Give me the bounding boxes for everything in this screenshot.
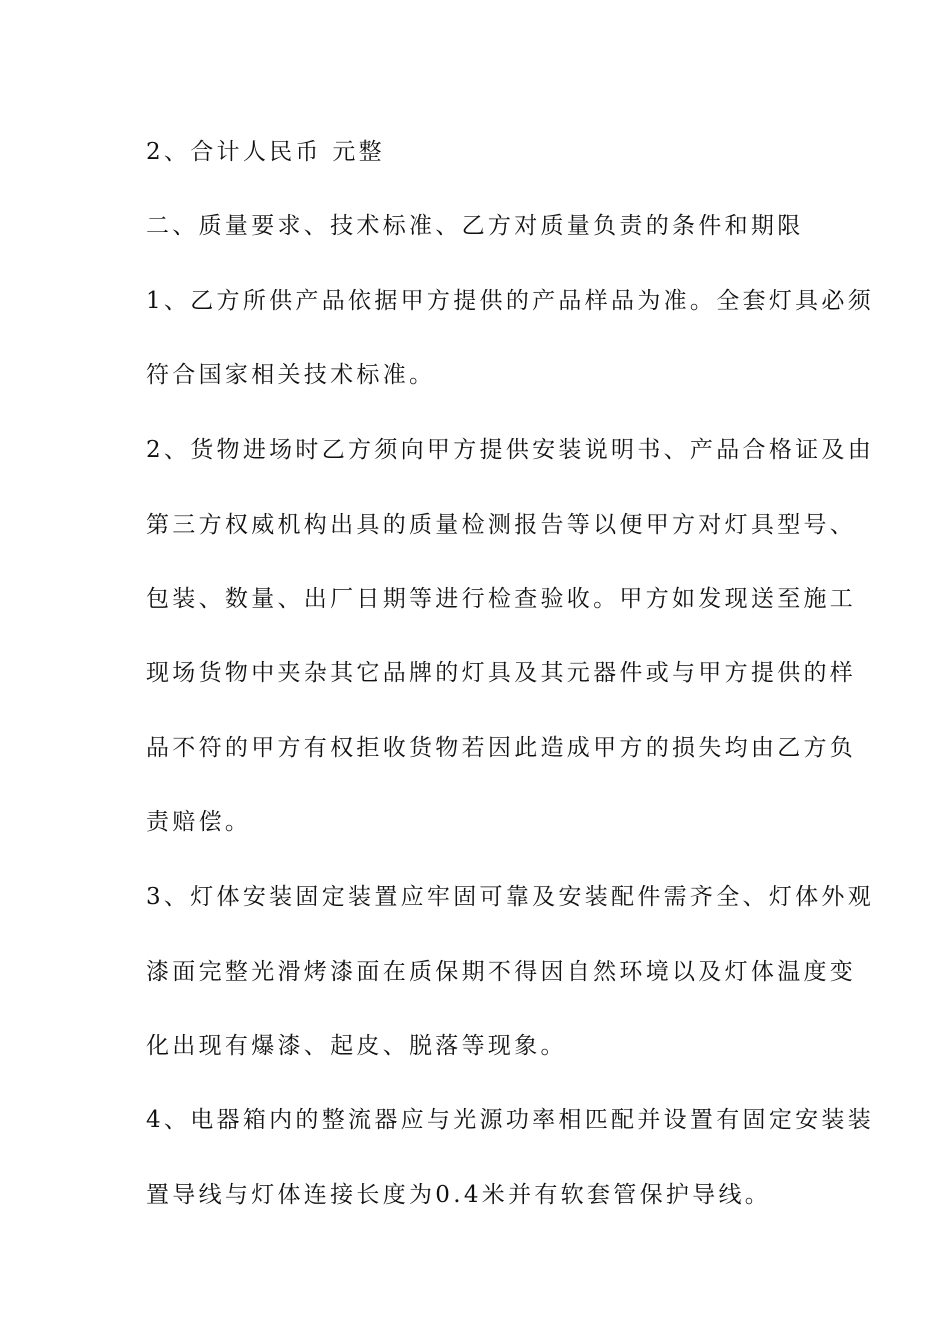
section-heading: 二、质量要求、技术标准、乙方对质量负责的条件和期限: [146, 213, 804, 239]
text-line: 责赔偿。: [146, 809, 252, 835]
text-line: 现场货物中夹杂其它品牌的灯具及其元器件或与甲方提供的样: [146, 660, 857, 686]
text-line: 3、灯体安装固定装置应牢固可靠及安装配件需齐全、灯体外观: [146, 884, 875, 910]
text-line: 4、电器箱内的整流器应与光源功率相匹配并设置有固定安装装: [146, 1107, 875, 1133]
text-line: 符合国家相关技术标准。: [146, 362, 436, 388]
text-line: 1、乙方所供产品依据甲方提供的产品样品为准。全套灯具必须: [146, 288, 875, 314]
text-line: 2、合计人民币 元整: [146, 139, 385, 165]
text-line: 置导线与灯体连接长度为0.4米并有软套管保护导线。: [146, 1182, 772, 1208]
text-line: 化出现有爆漆、起皮、脱落等现象。: [146, 1033, 567, 1059]
text-line: 包装、数量、出厂日期等进行检查验收。甲方如发现送至施工: [146, 586, 857, 612]
text-line: 品不符的甲方有权拒收货物若因此造成甲方的损失均由乙方负: [146, 735, 857, 761]
text-line: 第三方权威机构出具的质量检测报告等以便甲方对灯具型号、: [146, 512, 857, 538]
text-line: 2、货物进场时乙方须向甲方提供安装说明书、产品合格证及由: [146, 437, 875, 463]
text-line: 漆面完整光滑烤漆面在质保期不得因自然环境以及灯体温度变: [146, 959, 857, 985]
